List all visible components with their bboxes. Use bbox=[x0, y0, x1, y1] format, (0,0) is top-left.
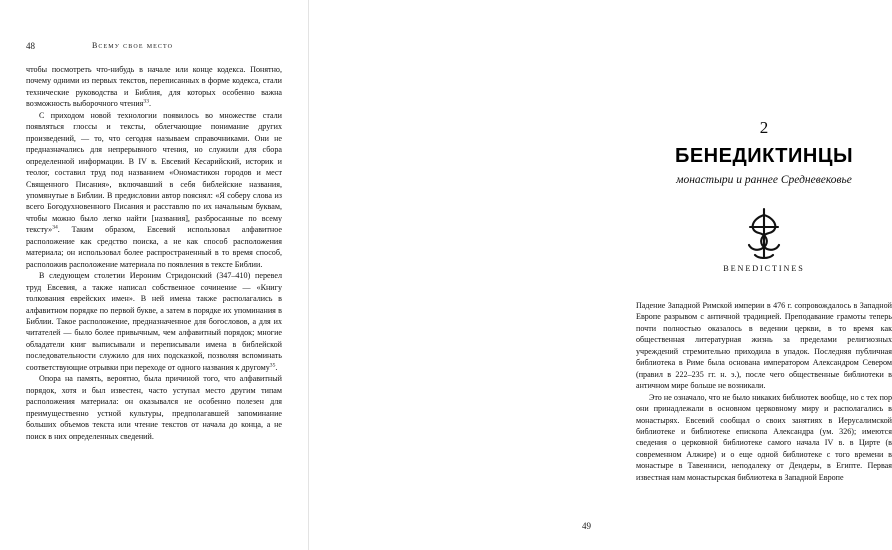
chapter-opener bbox=[636, 118, 892, 273]
running-head-left: Всему свое место bbox=[92, 41, 174, 50]
monogram-ornament-icon bbox=[636, 204, 892, 262]
chapter-title: БЕНЕДИКТИНЦЫ bbox=[674, 145, 854, 167]
left-page-body bbox=[26, 64, 282, 442]
chapter-latin-caption: BENEDICTINES bbox=[723, 264, 805, 273]
paragraph: Опора на память, вероятно, была причиной того, что алфавитный порядок, хотя и был известен, часто уступал место другим типам расположения материала: он оказывался не особенно полезен для преимущественно устной культуры, предполагавшей запоминание больших объемов текста или чтение текстов от начала до конца, а не поиск в них определенных сведений. bbox=[26, 374, 282, 441]
paragraph: С приходом новой технологии появилось во множестве стали появляться глоссы и тексты, облегчающие понимание других произведений, — то, что сегодня называем справочниками. Они не предназначались для непрерывного чтения, но служили для сбора определенной информации. В IV в. Евсевий Кесарийский, историк и теолог, составил труд под названием «Ономастикон городов и мест Священного Писания», включавший в себя библейские названия, упомянутые в Библии. В предисловии автор пояснял: «Я соберу слова из всего Богодухновенного Писания и расставлю по их начальным буквам, чтобы можно было легко найти [названия], разбросанные по всему тексту»$^{34}$. Таким образом, Евсевий использовал алфавитное расположение как средство поиска, а не как способ расположения материала; он использовал более распространенный в то время способ, расположив расположение материала по появления в тексте Библии. bbox=[26, 110, 282, 269]
paragraph: Это не означало, что не было никаких библиотек вообще, но с тех пор они принадлежали в основном церковному миру и располагались в монастырях. Евсевий сообщал о своих занятиях в Иерусалимской библиотеке и библиотеке епископа Александра (ум. 326); имеются сведения о церковной библиотеке самого начала IV в. в Цирте (в современном Алжире) и о еще одной библиотеке с того времени в монастыре в Тавенниси, неподалеку от Дендеры, в Египте. Первая известная нам монастырская библиотека в Западной Европе bbox=[636, 392, 892, 482]
chapter-number: 2 bbox=[759, 118, 769, 137]
chapter-subtitle: монастыри и раннее Средневековье bbox=[676, 174, 852, 186]
folio-right: 49 bbox=[582, 521, 591, 531]
paragraph: чтобы посмотреть что-нибудь в начале или конце кодекса. Понятно, почему одними из первых текстов, переписанных в форме кодекса, стали технические руководства и Библия, для которых особенно важна возможность выборочного чтения$^{33}$. bbox=[26, 65, 282, 109]
right-page-body bbox=[636, 300, 892, 483]
left-page bbox=[0, 0, 308, 550]
paragraph: В следующем столетии Иероним Стридонский (347–410) перевел труд Евсевия, а также написал собственное сочинение — «Книгу толкования еврейских имен». В ней имена также располагались в алфавитном порядке по первой букве, а затем в порядке их упоминания в Библии. Такое расположение, предназначенное для богословов, а для их читателей — было более привычным, чем алфавитный порядок; многие обладатели книг выписывали и переписывали имена в библейской последовательности служило для них подсказкой, позволяя вспоминать соответствующие отрывки при переходе от одного названия к другому$^{35}$. bbox=[26, 271, 282, 372]
folio-left: 48 bbox=[26, 41, 35, 51]
right-page bbox=[309, 0, 892, 550]
paragraph: Падение Западной Римской империи в 476 г. сопровождалось в Западной Европе разрывом с античной традицией. Преподавание грамоты теперь почти полностью оказалось в ведении церкви, в то время как общественная литературная жизнь за пределами религиозных учреждений стремительно приходила в упадок. Последняя публичная библиотека в Риме была основана императором Александром Севером (правил в 222–235 гг. н. э.), после чего общественные библиотеки в античном мире больше не возникали. bbox=[636, 301, 892, 391]
